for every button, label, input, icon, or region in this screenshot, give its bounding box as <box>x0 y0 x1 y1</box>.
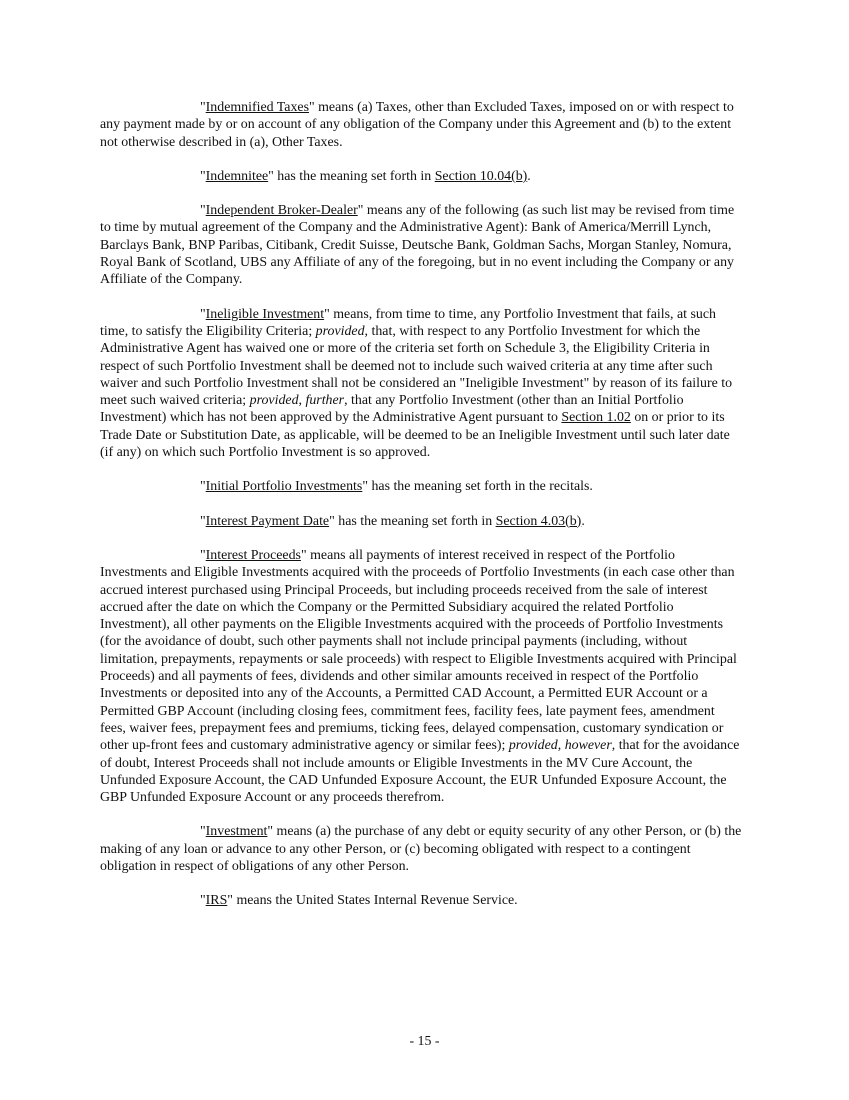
defined-term: Indemnitee <box>205 168 269 184</box>
defined-term: Interest Payment Date <box>205 513 330 529</box>
definition-text: , that for the avoidance of doubt, Interest Proceeds shall not include amounts or Eligible Investments in the MV Cure Account, the Unfunded Exposure Account, the CAD Unfunded Exposure Account, the EUR Unfunded Exposure Account, the GBP Unfunded Exposure Account or any proceeds therefrom. <box>100 738 740 806</box>
definition-text: , <box>557 738 565 754</box>
defined-term: Ineligible Investment <box>205 306 325 322</box>
definition-text: on or prior to its Trade Date or Substitution Date, as applicable, will be deemed to be an Ineligible Investment until such later date (if any) on which such Portfolio Investment is so approved. <box>100 410 730 461</box>
definition-text: . <box>581 513 585 529</box>
italic-proviso: provided <box>508 738 558 754</box>
definition-text: " means all payments of interest received in respect of the Portfolio Investments and Eligible Investments acquired with the proceeds of Portfolio Investments (in each case other than accrued interest purchased using Principal Proceeds, but including proceeds received from the sale of interest accrued after the date on which the Company or the Permitted Subsidiary acquired the related Portfolio Investment), all other payments on the Eligible Investments acquired with the proceeds of Portfolio Investments (for the avoidance of doubt, such other payments shall not include principal payments (including, without limitation, prepayments, repayments or sale proceeds) with respect to Eligible Investments acquired with Principal Proceeds) and all payments of fees, dividends and other similar amounts received in respect of the Portfolio Investments or deposited into any of the Accounts, a Permitted CAD Account, a Permitted EUR Account or a Permitted GBP Account (including closing fees, commitment fees, facility fees, late payment fees, amendment fees, waiver fees, prepayment fees and premiums, ticking fees, delayed compensation, customary syndication or other up-front fees and customary administrative agency or similar fees); <box>100 547 737 754</box>
definitions-section <box>100 99 742 927</box>
definition-text: , <box>298 393 306 409</box>
defined-term: IRS <box>205 893 228 909</box>
defined-term: Initial Portfolio Investments <box>205 479 363 495</box>
definition-indemnified-taxes: "Indemnified Taxes" means (a) Taxes, other than Excluded Taxes, imposed on or with respect to any payment made by or on account of any obligation of the Company under this Agreement and (b) to the extent not otherwise described in (a), Other Taxes. <box>100 100 734 150</box>
definition-text: " means (a) Taxes, other than Excluded Taxes, imposed on or with respect to any payment made by or on account of any obligation of the Company under this Agreement and (b) to the extent not otherwise described in (a), Other Taxes. <box>100 100 734 150</box>
definition-text: , that any Portfolio Investment (other than an Initial Portfolio Investment) which has not been approved by the Administrative Agent pursuant to <box>100 393 684 426</box>
definition-text: " means any of the following (as such list may be revised from time to time by mutual agreement of the Company and the Administrative Agent): Bank of America/Merrill Lynch, Barclays Bank, BNP Paribas, Citibank, Credit Suisse, Deutsche Bank, Goldman Sachs, Morgan Stanley, Nomura, Royal Bank of Scotland, UBS any Affiliate of any of the foregoing, but in no event including the Company or any Affiliate of the Company. <box>100 203 735 288</box>
defined-term: Indemnified Taxes <box>205 100 309 115</box>
definition-independent-broker-dealer: "Independent Broker-Dealer" means any of the following (as such list may be revised from time to time by mutual agreement of the Company and the Administrative Agent): Bank of America/Merrill Lynch, Barclays Bank, BNP Paribas, Citibank, Credit Suisse, Deutsche Bank, Goldman Sachs, Morgan Stanley, Nomura, Royal Bank of Scotland, UBS any Affiliate of any of the foregoing, but in no event including the Company or any Affiliate of the Company. <box>100 203 735 288</box>
definition-text: " means (a) the purchase of any debt or equity security of any other Person, or (b) the making of any loan or advance to any other Person, or (c) becoming obligated with respect to a contingent obligation in respect of obligations of any other Person. <box>100 824 742 874</box>
definition-irs: "IRS" means the United States Internal Revenue Service. <box>200 893 518 909</box>
definition-investment: "Investment" means (a) the purchase of any debt or equity security of any other Person, or (b) the making of any loan or advance to any other Person, or (c) becoming obligated with respect to a contingent obligation in respect of obligations of any other Person. <box>100 824 742 874</box>
definition-text: " means, from time to time, any Portfolio Investment that fails, at such time, to satisfy the Eligibility Criteria; <box>100 306 716 339</box>
page-number: - 15 - <box>409 1034 440 1049</box>
definition-interest-proceeds: "Interest Proceeds" means all payments of interest received in respect of the Portfolio Investments and Eligible Investments acquired with the proceeds of Portfolio Investments (in each case other than accrued interest purchased using Principal Proceeds, but including proceeds received from the sale of interest accrued after the date on which the Company or the Permitted Subsidiary acquired the related Portfolio Investment), all other payments on the Eligible Investments acquired with the proceeds of Portfolio Investments (for the avoidance of doubt, such other payments shall not include principal payments (including, without limitation, prepayments, repayments or sale proceeds) with respect to Eligible Investments acquired with Principal Proceeds) and all payments of fees, dividends and other similar amounts received in respect of the Portfolio Investments or deposited into any of the Accounts, a Permitted CAD Account, a Permitted EUR Account or a Permitted GBP Account (including closing fees, commitment fees, facility fees, late payment fees, amendment fees, waiver fees, prepayment fees and premiums, ticking fees, delayed compensation, customary syndication or other up-front fees and customary administrative agency or similar fees); provided, however, that for the avoidance of doubt, Interest Proceeds shall not include amounts or Eligible Investments in the MV Cure Account, the Unfunded Exposure Account, the CAD Unfunded Exposure Account, the EUR Unfunded Exposure Account, the GBP Unfunded Exposure Account or any proceeds therefrom. <box>100 547 740 806</box>
defined-term: Independent Broker-Dealer <box>205 203 358 219</box>
italic-proviso: however <box>564 738 612 754</box>
definition-ineligible-investment: "Ineligible Investment" means, from time to time, any Portfolio Investment that fails, at such time, to satisfy the Eligibility Criteria; provided, that, with respect to any Portfolio Investment for which the Administrative Agent has waived one or more of the criteria set forth on Schedule 3, the Eligibility Criteria in respect of such Portfolio Investment shall be deemed not to include such waived criteria at any time after such waiver and such Portfolio Investment shall not be considered an "Ineligible Investment" by reason of its failure to meet such waived criteria; provided, further, that any Portfolio Investment (other than an Initial Portfolio Investment) which has not been approved by the Administrative Agent pursuant to Section 1.02 on or prior to its Trade Date or Substitution Date, as applicable, will be deemed to be an Ineligible Investment until such later date (if any) on which such Portfolio Investment is so approved. <box>100 306 733 461</box>
definition-text: , that, with respect to any Portfolio Investment for which the Administrative Agent has waived one or more of the criteria set forth on Schedule 3, the Eligibility Criteria in respect of such Portfolio Investment shall be deemed not to include such waived criteria at any time after such waiver and such Portfolio Investment shall not be considered an "Ineligible Investment" by reason of its failure to meet such waived criteria; <box>100 323 733 409</box>
italic-proviso: provided <box>249 393 299 409</box>
definition-text: " has the meaning set forth in the recitals. <box>362 479 593 495</box>
defined-term: Investment <box>205 824 268 840</box>
definition-text: . <box>527 168 531 184</box>
definition-text: " has the meaning set forth in <box>329 513 496 529</box>
section-reference: Section 10.04(b) <box>434 168 528 184</box>
italic-proviso: further <box>305 393 345 409</box>
defined-term: Interest Proceeds <box>205 547 301 563</box>
definition-indemnitee: "Indemnitee" has the meaning set forth in Section 10.04(b). <box>200 168 531 184</box>
section-reference: Section 4.03(b) <box>495 513 582 529</box>
definition-initial-portfolio-investments: "Initial Portfolio Investments" has the meaning set forth in the recitals. <box>200 479 593 495</box>
definition-interest-payment-date: "Interest Payment Date" has the meaning set forth in Section 4.03(b). <box>200 513 585 529</box>
italic-proviso: provided <box>315 323 365 339</box>
definition-text: " means the United States Internal Revenue Service. <box>227 893 518 909</box>
definition-text: " has the meaning set forth in <box>268 168 435 184</box>
section-reference: Section 1.02 <box>561 410 631 426</box>
